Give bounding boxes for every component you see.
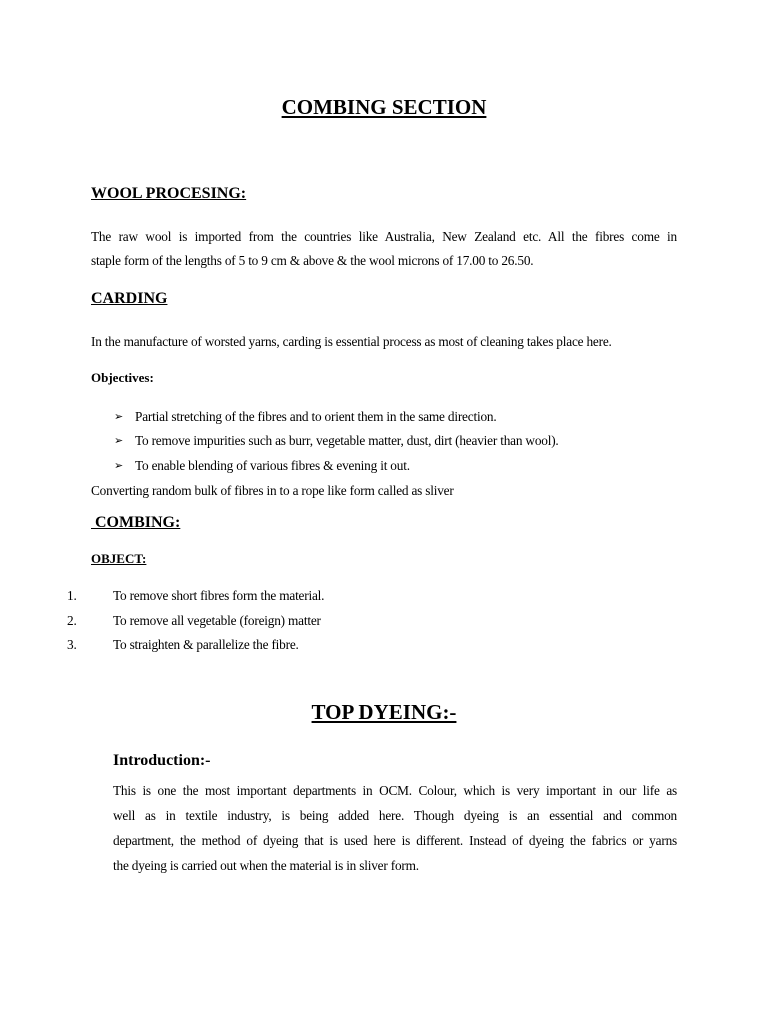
- list-item-text: To remove short fibres form the material.: [113, 588, 325, 603]
- arrowhead-bullet-icon: ➢: [114, 460, 124, 472]
- bullet-text: To remove impurities such as burr, vegetable matter, dust, dirt (heavier than wool).: [135, 433, 559, 448]
- wool-paragraph-line-2: staple form of the lengths of 5 to 9 cm & above & the wool microns of 17.00 to 26.50.: [91, 253, 534, 268]
- paragraph-line: department, the method of dyeing that is used here is different. Instead of dyeing the fabrics or yarns: [113, 833, 677, 848]
- paragraph-line: well as in textile industry, is being added here. Though dyeing is an essential and common: [113, 808, 677, 823]
- list-item-text: To remove all vegetable (foreign) matter: [113, 613, 321, 628]
- wool-paragraph-line-1: The raw wool is imported from the countries like Australia, New Zealand etc. All the fibres come in: [91, 229, 677, 244]
- list-number: 1.: [67, 588, 77, 603]
- combing-heading: COMBING:: [91, 514, 181, 531]
- objectives-label: Objectives:: [91, 370, 154, 385]
- introduction-label: Introduction:-: [113, 752, 211, 769]
- bullet-text: Partial stretching of the fibres and to orient them in the same direction.: [135, 409, 497, 424]
- paragraph-line: the dyeing is carried out when the material is in sliver form.: [113, 858, 419, 873]
- carding-paragraph: In the manufacture of worsted yarns, carding is essential process as most of cleaning takes place here.: [91, 334, 612, 349]
- list-item-text: To straighten & parallelize the fibre.: [113, 637, 299, 652]
- arrowhead-bullet-icon: ➢: [114, 411, 124, 423]
- list-number: 2.: [67, 613, 77, 628]
- carding-heading: CARDING: [91, 290, 168, 307]
- paragraph-line: This is one the most important departments in OCM. Colour, which is very important in our life as: [113, 783, 677, 798]
- carding-conclusion: Converting random bulk of fibres in to a rope like form called as sliver: [91, 483, 454, 498]
- bullet-text: To enable blending of various fibres & evening it out.: [135, 458, 410, 473]
- page-title: COMBING SECTION: [281, 95, 487, 119]
- wool-processing-heading: WOOL PROCESING:: [91, 185, 247, 202]
- object-label: OBJECT:: [91, 551, 147, 566]
- list-number: 3.: [67, 637, 77, 652]
- top-dyeing-heading: TOP DYEING:-: [311, 700, 457, 724]
- arrowhead-bullet-icon: ➢: [114, 435, 124, 447]
